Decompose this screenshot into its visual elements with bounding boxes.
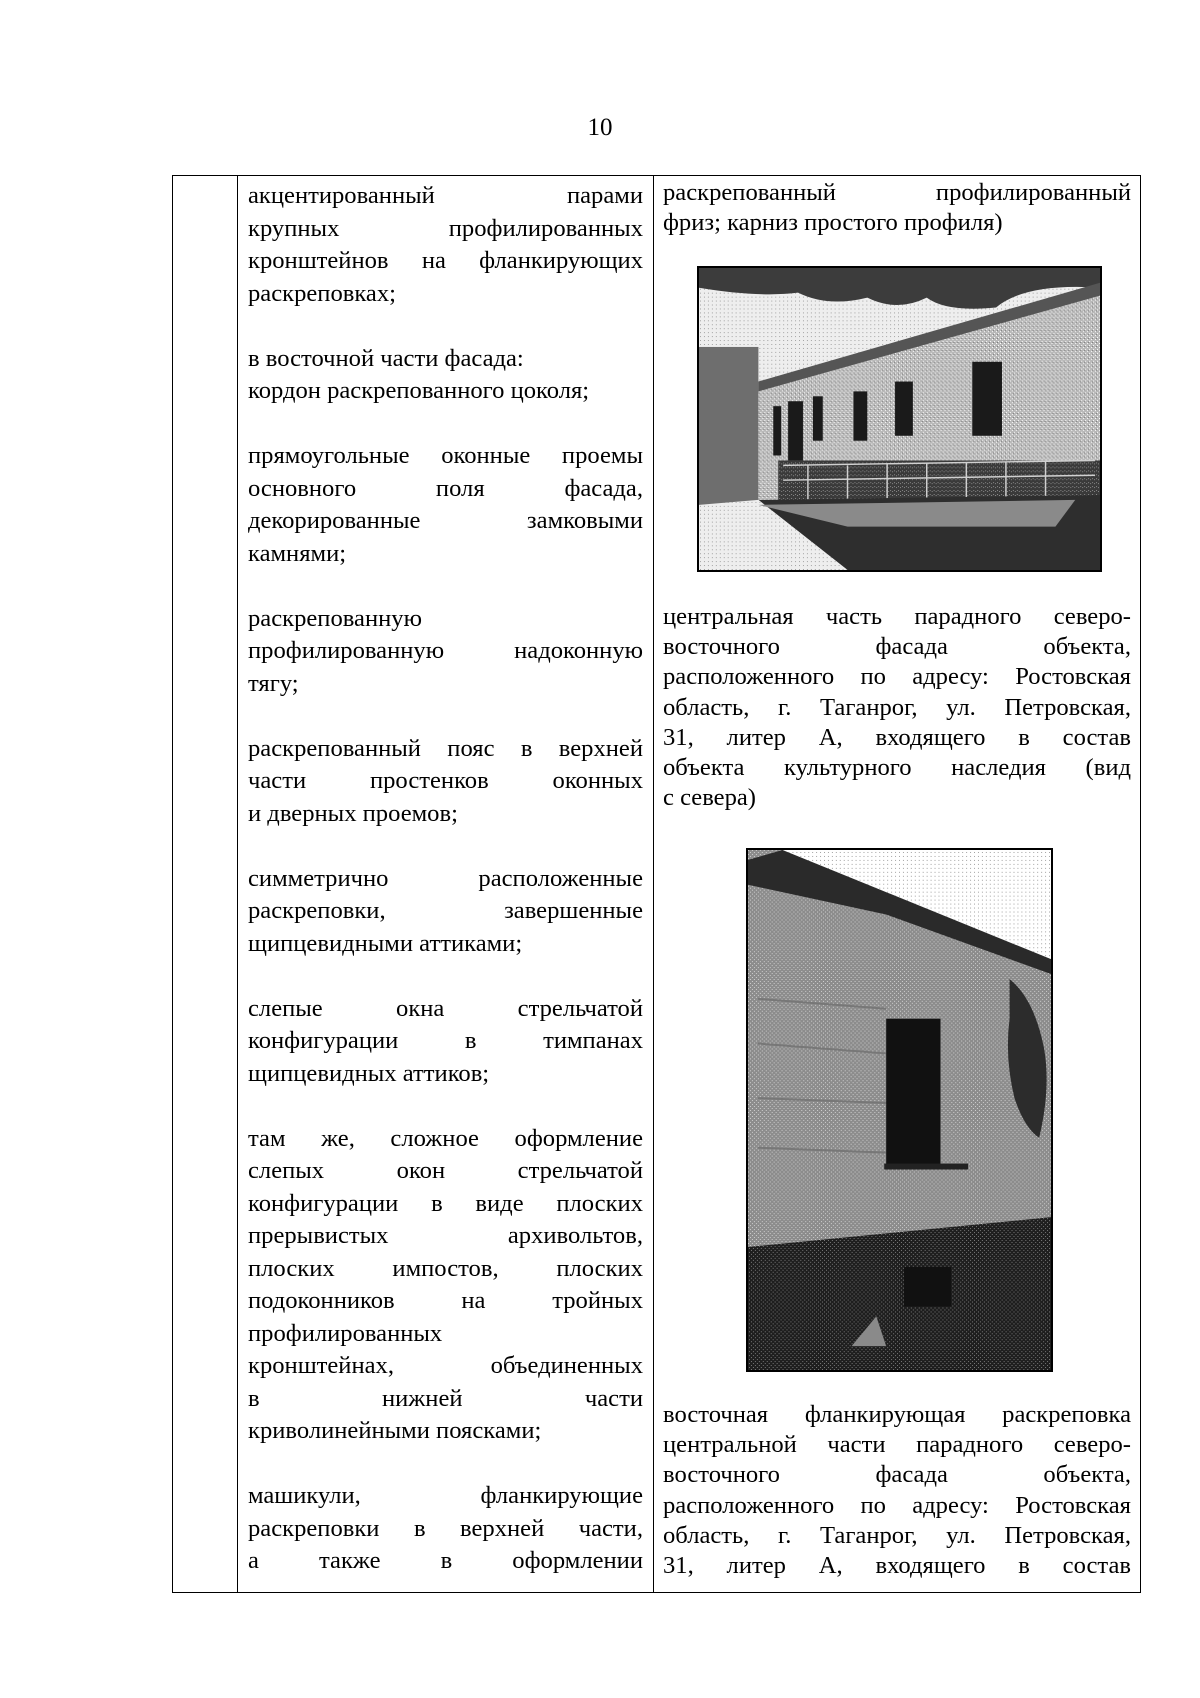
text-line: расположенного по адресу: Ростовская — [663, 663, 1131, 691]
description-paragraph — [248, 1480, 643, 1578]
text-line: область, г. Таганрог, ул. Петровская, — [663, 693, 1131, 721]
text-line: раскрепованную — [248, 604, 422, 632]
text-line: кронштейнов на фланкирующих — [248, 247, 643, 274]
table-column-number — [173, 176, 238, 1592]
text-line: 31, литер А, входящего в состав — [663, 723, 1131, 751]
text-line: декорированные замковыми — [248, 507, 643, 534]
text-line: прямоугольные оконные проемы — [248, 442, 643, 469]
text-line: крупных профилированных — [248, 214, 643, 242]
photo-caption-east-flanking — [663, 1400, 1131, 1581]
text-line: в нижней части — [248, 1384, 643, 1412]
text-line: профилированную надоконную — [248, 637, 643, 664]
text-line: и дверных проемов; — [248, 799, 458, 827]
text-line: 31, литер А, входящего в состав — [663, 1552, 1131, 1580]
text-line: машикули, фланкирующие — [248, 1482, 643, 1509]
text-line: восточного фасада объекта, — [663, 633, 1131, 661]
text-line: восточная фланкирующая раскреповка — [663, 1401, 1131, 1428]
text-line: восточного фасада объекта, — [663, 1461, 1131, 1489]
text-line: центральной части парадного северо- — [663, 1431, 1131, 1459]
text-line: щипцевидных аттиков; — [248, 1059, 490, 1087]
text-line: в восточной части фасада: — [248, 344, 524, 372]
page-number: 10 — [587, 114, 613, 141]
text-line: раскрепованный профилированный — [663, 179, 1131, 206]
photo-caption-continued — [663, 178, 1131, 238]
text-line: объекта культурного наследия (вид — [663, 754, 1131, 782]
building-photo-icon — [699, 268, 1100, 570]
text-line: область, г. Таганрог, ул. Петровская, — [663, 1521, 1131, 1549]
text-line: камнями; — [248, 539, 347, 567]
text-line: тягу; — [248, 669, 299, 697]
text-line: там же, сложное оформление — [248, 1124, 643, 1152]
description-paragraph — [248, 343, 643, 408]
text-line: кронштейнах, объединенных — [248, 1352, 643, 1379]
text-line: подоконников на тройных — [248, 1287, 643, 1314]
text-line: основного поля фасада, — [248, 474, 643, 502]
text-line: фриз; карниз простого профиля) — [663, 209, 1003, 237]
text-line: кордон раскрепованного цоколя; — [248, 377, 590, 404]
text-line: слепых окон стрельчатой — [248, 1157, 643, 1184]
text-line: криволинейными поясками; — [248, 1417, 542, 1444]
description-paragraph — [248, 1123, 643, 1448]
facade-photo-north-view — [697, 266, 1102, 572]
text-line: расположенного по адресу: Ростовская — [663, 1491, 1131, 1519]
text-line: щипцевидными аттиками; — [248, 929, 523, 957]
text-line: раскреповки, завершенные — [248, 897, 643, 924]
text-line: раскреповки в верхней части, — [248, 1514, 643, 1542]
building-photo-icon — [748, 850, 1051, 1370]
description-paragraph — [248, 993, 643, 1091]
text-line: раскреповках; — [248, 279, 396, 307]
description-paragraph — [248, 603, 643, 701]
text-line: акцентированный парами — [248, 182, 643, 209]
photo-caption-north-view — [663, 602, 1131, 813]
table-column-description — [238, 176, 654, 1592]
text-line: конфигурации в виде плоских — [248, 1189, 643, 1217]
text-line: а также в оформлении — [248, 1547, 643, 1574]
description-paragraph — [248, 440, 643, 570]
facade-photo-east-flanking — [746, 848, 1053, 1372]
text-line: части простенков оконных — [248, 767, 643, 794]
text-line: раскрепованный пояс в верхней — [248, 734, 643, 762]
text-line: симметрично расположенные — [248, 864, 643, 892]
text-line: слепые окна стрельчатой — [248, 994, 643, 1022]
description-paragraph — [248, 733, 643, 831]
text-line: плоских импостов, плоских — [248, 1254, 643, 1282]
description-paragraph — [248, 180, 643, 310]
text-line: с севера) — [663, 784, 756, 812]
text-line: центральная часть парадного северо- — [663, 603, 1131, 630]
text-line: профилированных — [248, 1319, 443, 1347]
text-line: конфигурации в тимпанах — [248, 1027, 643, 1054]
text-line: прерывистых архивольтов, — [248, 1222, 643, 1249]
description-paragraph — [248, 863, 643, 961]
